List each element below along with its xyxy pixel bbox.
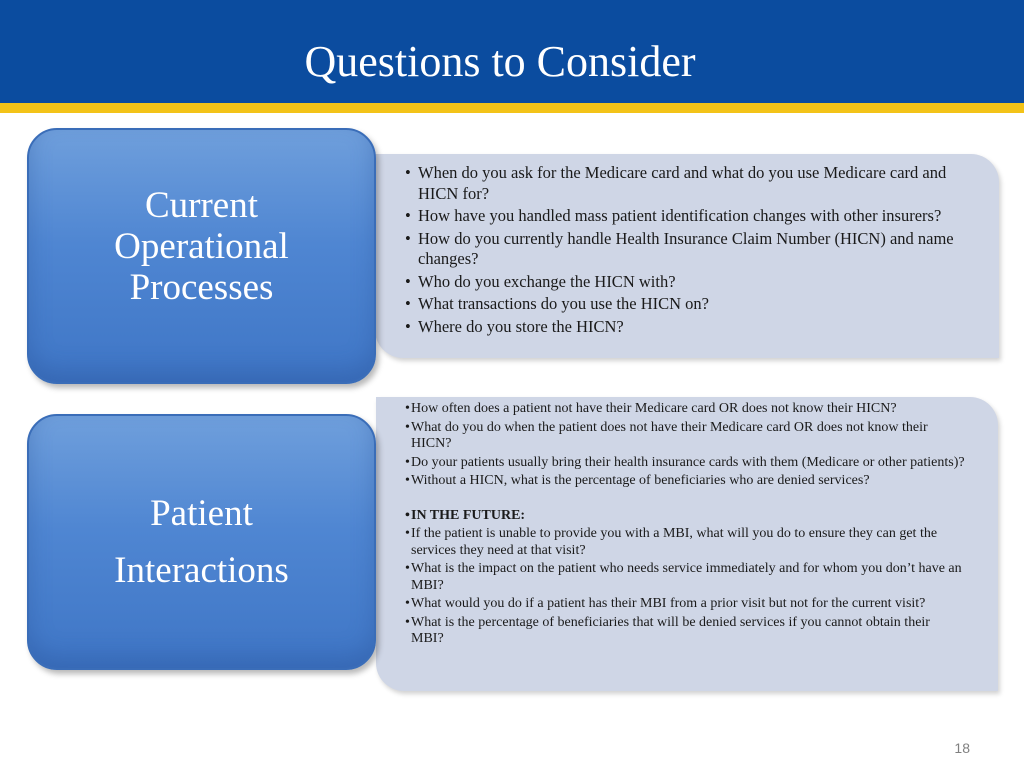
label-line: Current: [144, 184, 259, 226]
list-item: • What is the impact on the patient who needs service immediately and for whom you don’t have an MBI?: [405, 561, 965, 594]
list-item: • What is the percentage of beneficiaries that will be denied services if you cannot obtain their MBI?: [405, 615, 965, 648]
list-item: • How do you currently handle Health Insurance Claim Number (HICN) and name changes?: [405, 229, 965, 270]
label-patient-interactions: [27, 414, 376, 670]
list-item: • How have you handled mass patient identification changes with other insurers?: [405, 206, 965, 227]
accent-stripe: [0, 103, 1024, 113]
list-item: • How often does a patient not have their Medicare card OR does not know their HICN?: [405, 401, 965, 418]
list-item: • If the patient is unable to provide you with a MBI, what will you do to ensure they can get the services they need at that visit?: [405, 526, 965, 559]
label-line: Interactions: [114, 550, 289, 591]
list-item: • What transactions do you use the HICN on?: [405, 294, 965, 315]
questions-list-current-processes: [405, 163, 965, 339]
label-line: Processes: [129, 266, 274, 308]
list-item: • Where do you store the HICN?: [405, 317, 965, 338]
label-current-operational-processes: [27, 128, 376, 384]
label-line: Operational: [114, 225, 289, 267]
header-bar: [0, 0, 1024, 103]
slide-title: Questions to Consider: [304, 37, 696, 86]
list-item: • Who do you exchange the HICN with?: [405, 272, 965, 293]
list-item: • When do you ask for the Medicare card and what do you use Medicare card and HICN for?: [405, 163, 965, 204]
future-heading: • IN THE FUTURE:: [405, 508, 965, 525]
page-number: 18: [954, 740, 970, 756]
list-item: • What would you do if a patient has their MBI from a prior visit but not for the current visit?: [405, 596, 965, 613]
list-item: • Without a HICN, what is the percentage of beneficiaries who are denied services?: [405, 473, 965, 490]
questions-list-patient-interactions: [405, 401, 965, 650]
label-line: Patient: [150, 493, 253, 534]
list-spacer: [405, 492, 965, 508]
list-item: • Do your patients usually bring their health insurance cards with them (Medicare or other patients)?: [405, 455, 965, 472]
list-item: • What do you do when the patient does not have their Medicare card OR does not know their HICN?: [405, 420, 965, 453]
